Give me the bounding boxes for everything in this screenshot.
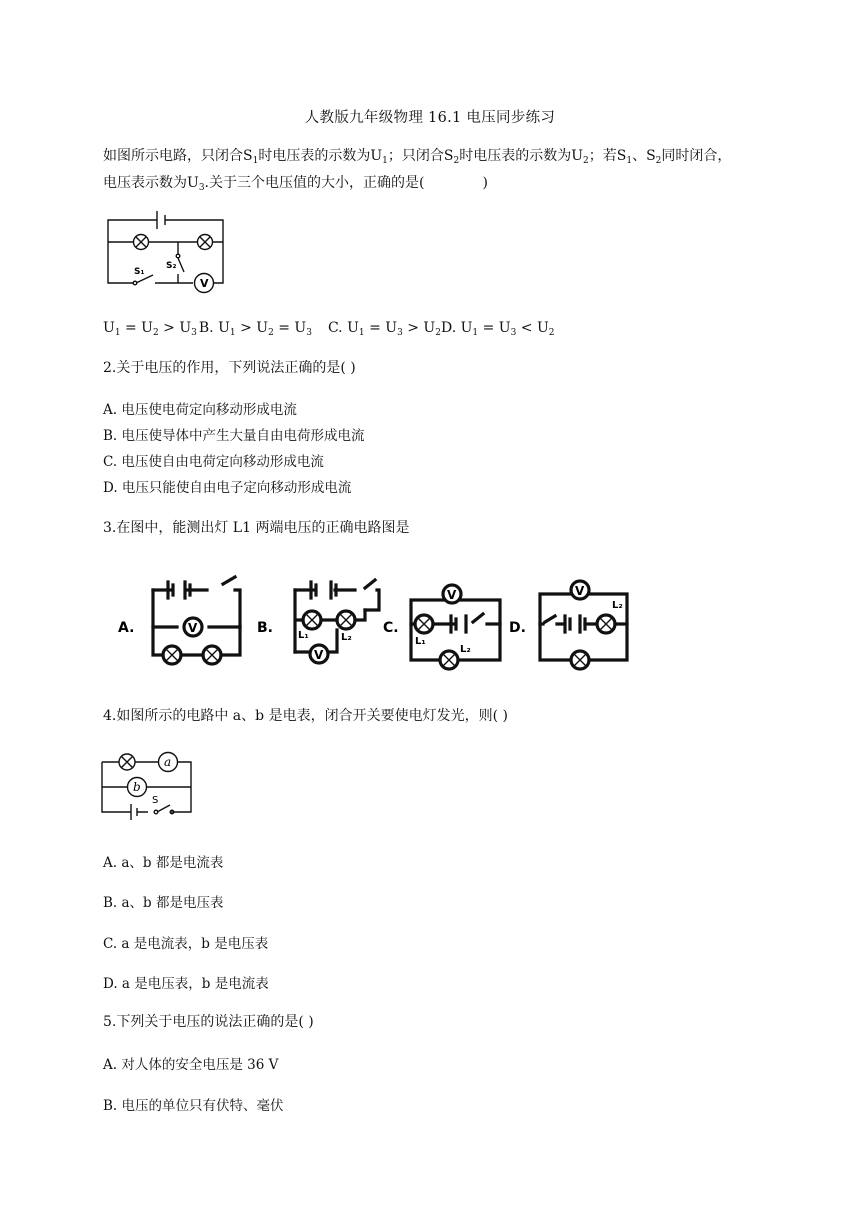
q2-option-a: A. 电压使电荷定向移动形成电流 (103, 402, 297, 418)
meter-b-label: b (133, 780, 141, 794)
option-c-label: C. (383, 620, 399, 636)
q5-stem: 5.下列关于电压的说法正确的是( ) (103, 1014, 314, 1030)
switch-s-label: S (152, 795, 159, 806)
q2-option-d: D. 电压只能使自由电子定向移动形成电流 (103, 480, 352, 496)
option-a-label: A. (118, 620, 135, 636)
q4-circuit-diagram (100, 746, 200, 826)
option-b-voltmeter-label: V (314, 648, 324, 662)
q3-stem: 3.在图中，能测出灯 L1 两端电压的正确电路图是 (103, 520, 410, 536)
q2-stem: 2.关于电压的作用，下列说法正确的是( ) (103, 360, 356, 376)
option-c-voltmeter-label: V (447, 588, 457, 602)
q3-circuit-diagrams (115, 572, 645, 672)
q1-options: $U_1 = U_2 > U_3$ B. $U_1 > U_2 = U_3$ C. $U_1 = U_3 > U_2D$. $U_1 = U_3 < U_2$ (103, 320, 555, 338)
q1-stem-line1: 如图所示电路，只闭合$S_1$时电压表的示数为$U_1$；只闭合$S_2$时电压表的示数为$U_2$；若$S_1$、$S_2$同时闭合， (103, 148, 732, 166)
q4-option-a: A. a、b 都是电流表 (103, 855, 224, 871)
q4-option-b: B. a、b 都是电压表 (103, 895, 224, 911)
page-title: 人教版九年级物理 16.1 电压同步练习 (304, 110, 556, 126)
option-b-l2-label: L₂ (341, 632, 352, 643)
q1-stem-line2: 电压表示数为$U_3$.关于三个电压值的大小，正确的是( ) (103, 175, 488, 193)
q4-option-c: C. a 是电流表，b 是电压表 (103, 936, 269, 952)
option-c-l2-label: L₂ (460, 644, 471, 655)
option-d-voltmeter-label: V (575, 584, 585, 598)
s2-label: S₂ (166, 261, 177, 271)
option-c-l1-label: L₁ (415, 636, 426, 647)
option-b-label: B. (257, 620, 273, 636)
q5-option-a: A. 对人体的安全电压是 36 V (103, 1057, 279, 1073)
meter-a-label: a (164, 755, 172, 769)
option-d-label: D. (509, 620, 526, 636)
q5-option-b: B. 电压的单位只有伏特、毫伏 (103, 1098, 284, 1114)
voltmeter-v-label: V (200, 277, 209, 290)
option-a-voltmeter-label: V (188, 621, 198, 635)
q4-option-d: D. a 是电压表，b 是电流表 (103, 976, 269, 992)
s1-label: S₁ (134, 267, 145, 277)
q4-stem: 4.如图所示的电路中 a、b 是电表，闭合开关要使电灯发光，则( ) (103, 708, 508, 724)
q1-circuit-diagram (100, 208, 230, 298)
option-b-l1-label: L₁ (298, 630, 309, 641)
q2-option-b: B. 电压使导体中产生大量自由电荷形成电流 (103, 428, 365, 444)
q2-option-c: C. 电压使自由电荷定向移动形成电流 (103, 454, 324, 470)
option-d-l2-label: L₂ (612, 600, 623, 611)
